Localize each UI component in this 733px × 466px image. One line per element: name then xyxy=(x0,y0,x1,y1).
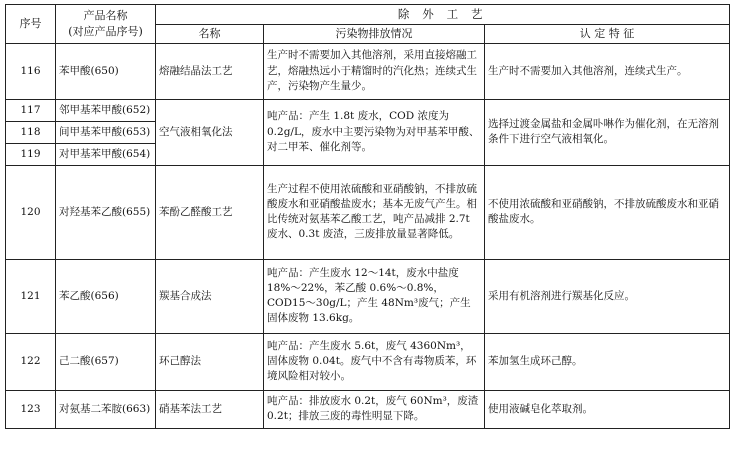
row-pollution: 吨产品：产生废水 5.6t，废气 4360Nm³，固体废物 0.04t。废气中不含有毒物质苯，环境风险相对较小。 xyxy=(264,333,485,390)
row-seq: 116 xyxy=(6,43,56,99)
row-feature: 苯加氢生成环己醇。 xyxy=(485,333,730,390)
row-pollution: 生产过程不使用浓硫酸和亚硝酸钠，不排放硫酸废水和亚硝酸盐废水；基本无废气产生。相比传统对氨基苯乙酸工艺，吨产品减排 2.7t 废水、0.3t 废渣，三废排放量显著降低。 xyxy=(264,165,485,259)
row-process-name: 羰基合成法 xyxy=(156,259,264,333)
row-seq: 121 xyxy=(6,259,56,333)
row-product: 己二酸(657) xyxy=(56,333,156,390)
process-table xyxy=(5,4,730,429)
row-seq: 118 xyxy=(6,121,56,143)
row-process-name: 空气液相氧化法 xyxy=(156,99,264,165)
row-product: 邻甲基苯甲酸(652) xyxy=(56,99,156,121)
row-pollution: 吨产品：排放废水 0.2t，废气 60Nm³，废渣 0.2t；排放三废的毒性明显下降。 xyxy=(264,390,485,428)
header-seq: 序号 xyxy=(6,5,56,44)
header-process-group: 除 外 工 艺 xyxy=(156,5,730,25)
table-row xyxy=(6,390,730,428)
table-row xyxy=(6,43,730,99)
row-product: 对氨基二苯胺(663) xyxy=(56,390,156,428)
row-process-name: 苯酚乙醛酸工艺 xyxy=(156,165,264,259)
row-pollution: 吨产品：产生废水 12～14t，废水中盐度 18%～22%，苯乙酸 0.6%～0.8%，COD15～30g/L；产生 48Nm³废气；产生固体废物 13.6kg。 xyxy=(264,259,485,333)
table-body xyxy=(6,43,730,428)
header-product-sub: (对应产品序号) xyxy=(68,24,143,38)
row-feature: 使用液碱皂化萃取剂。 xyxy=(485,390,730,428)
header-feature: 认 定 特 征 xyxy=(485,24,730,43)
header-product-name: 产品名称 xyxy=(83,8,128,22)
row-product: 苯乙酸(656) xyxy=(56,259,156,333)
row-product: 对羟基苯乙酸(655) xyxy=(56,165,156,259)
row-process-name: 硝基苯法工艺 xyxy=(156,390,264,428)
row-process-name: 熔融结晶法工艺 xyxy=(156,43,264,99)
row-feature: 不使用浓硫酸和亚硝酸钠，不排放硫酸废水和亚硝酸盐废水。 xyxy=(485,165,730,259)
row-seq: 122 xyxy=(6,333,56,390)
row-seq: 119 xyxy=(6,143,56,165)
table-row xyxy=(6,165,730,259)
row-seq: 120 xyxy=(6,165,56,259)
row-product: 苯甲酸(650) xyxy=(56,43,156,99)
header-name: 名称 xyxy=(156,24,264,43)
row-pollution: 吨产品：产生 1.8t 废水，COD 浓度为 0.2g/L，废水中主要污染物为对甲基苯甲酸、对二甲苯、催化剂等。 xyxy=(264,99,485,165)
row-product: 对甲基苯甲酸(654) xyxy=(56,143,156,165)
row-pollution: 生产时不需要加入其他溶剂，采用直接熔融工艺，熔融热远小于精馏时的汽化热；连续式生产，污染物产生量少。 xyxy=(264,43,485,99)
table-row xyxy=(6,99,730,121)
row-feature: 选择过渡金属盐和金属卟啉作为催化剂，在无溶剂条件下进行空气液相氧化。 xyxy=(485,99,730,165)
row-seq: 117 xyxy=(6,99,56,121)
row-product: 间甲基苯甲酸(653) xyxy=(56,121,156,143)
row-seq: 123 xyxy=(6,390,56,428)
table-row xyxy=(6,259,730,333)
row-process-name: 环己醇法 xyxy=(156,333,264,390)
header-row-1 xyxy=(6,5,730,25)
header-pollution: 污染物排放情况 xyxy=(264,24,485,43)
table-row xyxy=(6,333,730,390)
header-product xyxy=(56,5,156,44)
row-feature: 采用有机溶剂进行羰基化反应。 xyxy=(485,259,730,333)
row-feature: 生产时不需要加入其他溶剂，连续式生产。 xyxy=(485,43,730,99)
